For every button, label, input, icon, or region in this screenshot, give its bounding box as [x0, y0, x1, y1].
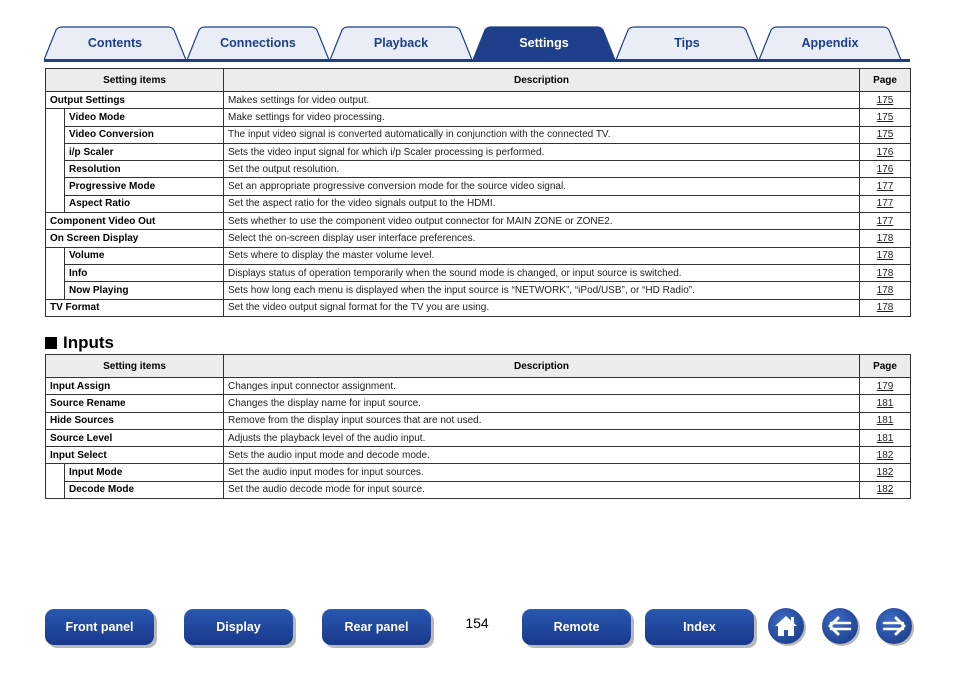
- indent-cell: [46, 126, 65, 143]
- table-row: [46, 282, 911, 299]
- index-button[interactable]: Index: [645, 609, 754, 645]
- indent-cell: [46, 264, 65, 281]
- setting-description: Sets whether to use the component video output connector for MAIN ZONE or ZONE2.: [224, 213, 860, 230]
- table-row: [46, 126, 911, 143]
- setting-description: Make settings for video processing.: [224, 109, 860, 126]
- indent-cell: [46, 481, 65, 498]
- arrow-left-icon: [827, 616, 853, 636]
- setting-description: Select the on-screen display user interface preferences.: [224, 230, 860, 247]
- col-header-description: Description: [224, 355, 860, 378]
- setting-item-name: Decode Mode: [65, 481, 224, 498]
- rear-panel-button[interactable]: Rear panel: [322, 609, 431, 645]
- tab-settings[interactable]: [473, 26, 615, 60]
- setting-item-name: Hide Sources: [46, 412, 224, 429]
- setting-item-name: Progressive Mode: [65, 178, 224, 195]
- tab-label: Playback: [373, 36, 429, 50]
- tab-label: Tips: [674, 36, 700, 50]
- video-settings-table: [45, 68, 911, 317]
- setting-item-name: On Screen Display: [46, 230, 224, 247]
- page-link[interactable]: 177: [876, 181, 894, 193]
- indent-cell: [46, 109, 65, 126]
- front-panel-button[interactable]: Front panel: [45, 609, 154, 645]
- table-row: [46, 395, 911, 412]
- page-link[interactable]: 176: [876, 163, 894, 175]
- col-header-page: Page: [860, 355, 911, 378]
- page-link[interactable]: 179: [876, 380, 894, 392]
- setting-description: Sets how long each menu is displayed when the input source is “NETWORK”, “iPod/USB”, or “HD Radio”.: [224, 282, 860, 299]
- setting-item-name: Video Conversion: [65, 126, 224, 143]
- col-header-setting-items: Setting items: [46, 69, 224, 92]
- inputs-section-title: Inputs: [63, 333, 114, 352]
- table-row: [46, 412, 911, 429]
- setting-item-name: Source Rename: [46, 395, 224, 412]
- page-link[interactable]: 181: [876, 432, 894, 444]
- page-link[interactable]: 178: [876, 302, 894, 314]
- setting-description: Set the aspect ratio for the video signals output to the HDMI.: [224, 195, 860, 212]
- remote-button[interactable]: Remote: [522, 609, 631, 645]
- arrow-right-icon: [881, 616, 907, 636]
- setting-description: Sets the video input signal for which i/p Scaler processing is performed.: [224, 143, 860, 160]
- setting-description: The input video signal is converted automatically in conjunction with the connected TV.: [224, 126, 860, 143]
- table-row: [46, 299, 911, 316]
- tab-label: Contents: [87, 36, 143, 50]
- table-row: [46, 213, 911, 230]
- col-header-setting-items: Setting items: [46, 355, 224, 378]
- table-row: [46, 429, 911, 446]
- page-link[interactable]: 176: [876, 146, 894, 158]
- table-row: [46, 178, 911, 195]
- table-header-row: [46, 355, 911, 378]
- home-button[interactable]: [768, 608, 804, 644]
- indent-cell: [46, 161, 65, 178]
- table-row: [46, 447, 911, 464]
- table-row: [46, 92, 911, 109]
- indent-cell: [46, 282, 65, 299]
- tab-connections[interactable]: [187, 26, 329, 60]
- page-link[interactable]: 175: [876, 94, 894, 106]
- setting-item-name: Input Select: [46, 447, 224, 464]
- setting-description: Sets where to display the master volume level.: [224, 247, 860, 264]
- page-link[interactable]: 178: [876, 267, 894, 279]
- page-number: 154: [465, 615, 489, 631]
- setting-description: Adjusts the playback level of the audio input.: [224, 429, 860, 446]
- table-row: [46, 161, 911, 178]
- tab-contents[interactable]: [44, 26, 186, 60]
- square-bullet-icon: [45, 337, 57, 349]
- setting-description: Set the video output signal format for the TV you are using.: [224, 299, 860, 316]
- table-row: [46, 464, 911, 481]
- indent-cell: [46, 195, 65, 212]
- page-link[interactable]: 181: [876, 397, 894, 409]
- table-row: [46, 247, 911, 264]
- setting-description: Displays status of operation temporarily when the sound mode is changed, or input source is switched.: [224, 264, 860, 281]
- setting-description: Set the audio decode mode for input source.: [224, 481, 860, 498]
- indent-cell: [46, 464, 65, 481]
- setting-description: Set an appropriate progressive conversion mode for the source video signal.: [224, 178, 860, 195]
- setting-item-name: Input Mode: [65, 464, 224, 481]
- page-link[interactable]: 177: [876, 198, 894, 210]
- table-row: [46, 230, 911, 247]
- tab-label: Settings: [519, 36, 569, 50]
- page-link[interactable]: 181: [876, 415, 894, 427]
- setting-item-name: TV Format: [46, 299, 224, 316]
- setting-description: Changes the display name for input source.: [224, 395, 860, 412]
- page-link[interactable]: 182: [876, 484, 894, 496]
- setting-item-name: Info: [65, 264, 224, 281]
- page-link[interactable]: 182: [876, 467, 894, 479]
- tab-appendix[interactable]: [759, 26, 901, 60]
- tab-label: Appendix: [801, 36, 859, 50]
- setting-item-name: Source Level: [46, 429, 224, 446]
- indent-cell: [46, 178, 65, 195]
- tab-underline: [44, 59, 910, 62]
- setting-item-name: Resolution: [65, 161, 224, 178]
- display-button[interactable]: Display: [184, 609, 293, 645]
- chapter-tabs: [40, 26, 912, 62]
- setting-description: Changes input connector assignment.: [224, 378, 860, 395]
- setting-item-name: Volume: [65, 247, 224, 264]
- setting-item-name: Aspect Ratio: [65, 195, 224, 212]
- page-link[interactable]: 177: [876, 215, 894, 227]
- setting-description: Remove from the display input sources that are not used.: [224, 412, 860, 429]
- forward-button[interactable]: [876, 608, 912, 644]
- tab-playback[interactable]: [330, 26, 472, 60]
- table-row: [46, 264, 911, 281]
- setting-item-name: Output Settings: [46, 92, 224, 109]
- table-row: [46, 143, 911, 160]
- page-link[interactable]: 178: [876, 284, 894, 296]
- page-link[interactable]: 182: [876, 449, 894, 461]
- setting-description: Sets the audio input mode and decode mode.: [224, 447, 860, 464]
- setting-item-name: Input Assign: [46, 378, 224, 395]
- table-row: [46, 481, 911, 498]
- col-header-description: Description: [224, 69, 860, 92]
- back-button[interactable]: [822, 608, 858, 644]
- setting-item-name: Video Mode: [65, 109, 224, 126]
- table-row: [46, 109, 911, 126]
- page-link[interactable]: 178: [876, 250, 894, 262]
- page-link[interactable]: 175: [876, 129, 894, 141]
- tab-label: Connections: [220, 36, 296, 50]
- inputs-settings-table: [45, 354, 911, 499]
- setting-item-name: i/p Scaler: [65, 143, 224, 160]
- indent-cell: [46, 247, 65, 264]
- table-header-row: [46, 69, 911, 92]
- setting-description: Makes settings for video output.: [224, 92, 860, 109]
- setting-description: Set the audio input modes for input sources.: [224, 464, 860, 481]
- setting-item-name: Component Video Out: [46, 213, 224, 230]
- home-icon: [773, 614, 799, 638]
- page-link[interactable]: 175: [876, 111, 894, 123]
- setting-item-name: Now Playing: [65, 282, 224, 299]
- table-row: [46, 195, 911, 212]
- page-link[interactable]: 178: [876, 233, 894, 245]
- tab-tips[interactable]: [616, 26, 758, 60]
- inputs-section-heading: [45, 333, 114, 353]
- col-header-page: Page: [860, 69, 911, 92]
- indent-cell: [46, 143, 65, 160]
- table-row: [46, 378, 911, 395]
- setting-description: Set the output resolution.: [224, 161, 860, 178]
